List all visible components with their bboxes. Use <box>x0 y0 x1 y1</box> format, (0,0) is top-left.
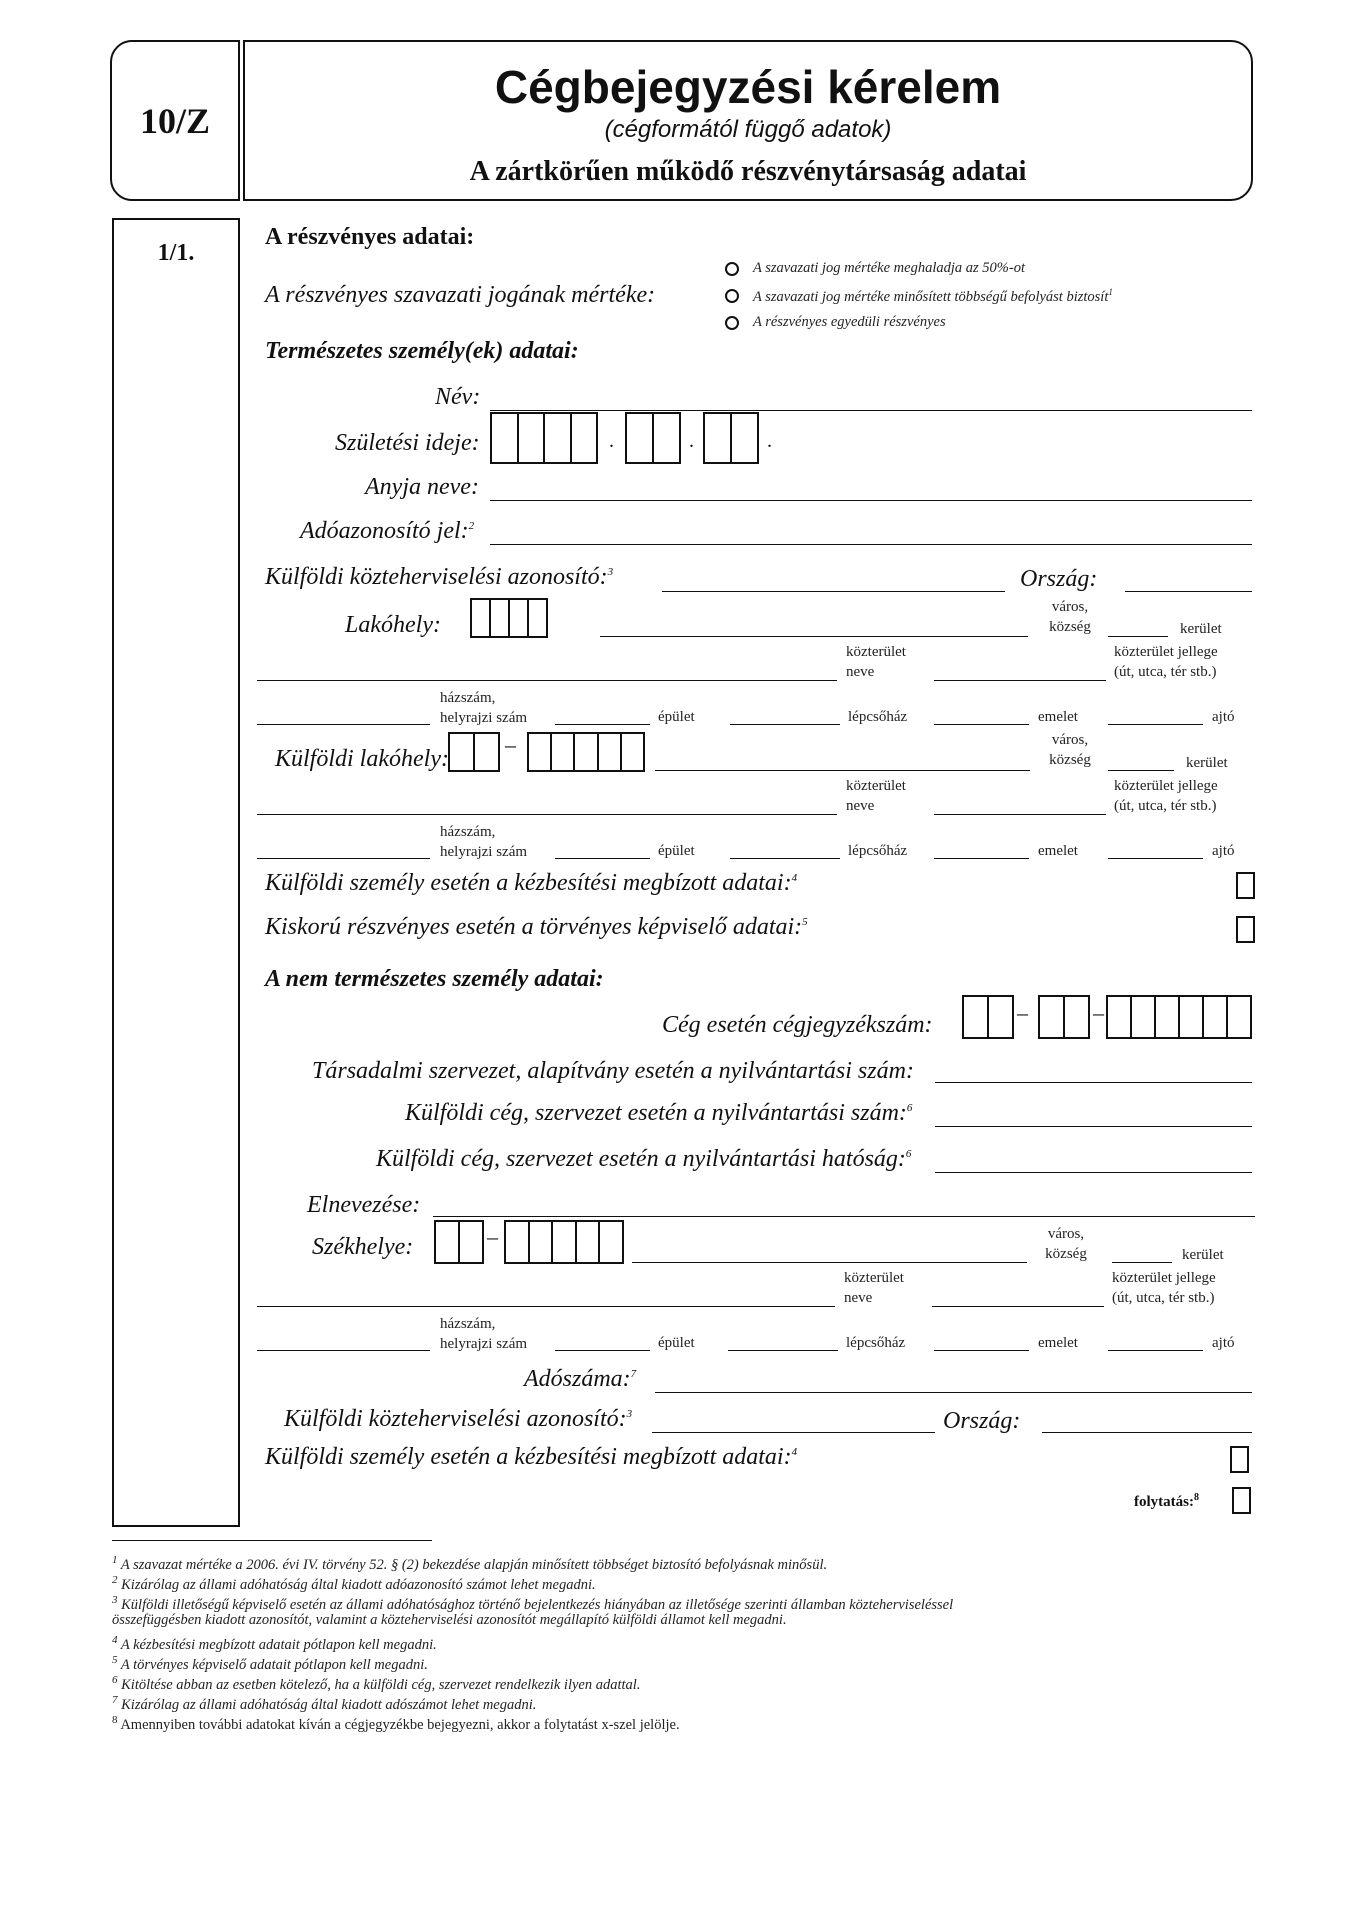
seat-zip-field[interactable] <box>504 1220 624 1264</box>
street-type-label: közterület jellege (út, utca, tér stb.) <box>1114 644 1218 680</box>
seat-building-field[interactable] <box>555 1350 650 1351</box>
country-label: Ország: <box>1020 566 1098 592</box>
city-label: város, község <box>1045 1226 1087 1262</box>
foreign-residence-stairs-field[interactable] <box>730 858 840 859</box>
continue-label: folytatás:$^8$ <box>1134 1492 1199 1510</box>
mother-field[interactable] <box>490 500 1252 501</box>
foreign-residence-floor-field[interactable] <box>934 858 1029 859</box>
residence-stairs-field[interactable] <box>730 724 840 725</box>
voting-option-3: A részvényes egyedüli részvényes <box>753 314 946 330</box>
country2-field[interactable] <box>1042 1432 1252 1433</box>
street-name-label: közterület neve <box>844 1270 904 1306</box>
voting-option-3-radio[interactable] <box>725 316 739 330</box>
tax-number-label: Adószáma:$^7$ <box>524 1366 637 1392</box>
section-number: 1/1. <box>157 240 195 266</box>
form-subtitle: (cégformától függő adatok) <box>604 116 892 143</box>
district-label: kerület <box>1186 755 1228 771</box>
dash: – <box>1017 1000 1028 1025</box>
house-label: házszám, helyrajzi szám <box>440 824 528 860</box>
seat-house-field[interactable] <box>257 1350 430 1351</box>
dash: – <box>505 732 516 757</box>
country2-label: Ország: <box>943 1408 1021 1434</box>
continue-checkbox[interactable] <box>1232 1487 1251 1514</box>
seat-stairs-field[interactable] <box>728 1350 838 1351</box>
company-reg-court-field[interactable] <box>962 995 1014 1039</box>
form-title: Cégbejegyzési kérelem <box>494 61 1002 113</box>
residence-door-field[interactable] <box>1108 724 1203 725</box>
birth-year-field[interactable] <box>490 412 598 464</box>
door-label: ajtó <box>1212 709 1235 725</box>
delivery-label: Külföldi személy esetén a kézbesítési megbízott adatai:$^4$ <box>265 870 798 896</box>
country-field[interactable] <box>1125 591 1252 592</box>
voting-option-1-radio[interactable] <box>725 262 739 276</box>
delivery-checkbox[interactable] <box>1236 872 1255 899</box>
district-label: kerület <box>1182 1247 1224 1263</box>
house-label: házszám, helyrajzi szám <box>440 690 528 726</box>
foreign-id-label: Külföldi közteherviselési azonosító:$^3$ <box>265 564 614 590</box>
footnote-7: $^7$ Kizárólag az állami adóhatóság által kiadott adószámot lehet megadni. <box>112 1694 537 1713</box>
foreign-residence-district-field[interactable] <box>1108 770 1174 771</box>
street-name-label: közterület neve <box>846 778 906 814</box>
building-label: épület <box>658 709 695 725</box>
footnote-5: $^5$ A törvényes képviselő adatait pótlapon kell megadni. <box>112 1654 428 1673</box>
residence-city-field[interactable] <box>600 636 1028 637</box>
foreign-residence-city-field[interactable] <box>655 770 1030 771</box>
company-reg-form-field[interactable] <box>1038 995 1090 1039</box>
residence-building-field[interactable] <box>555 724 650 725</box>
street-name-label: közterület neve <box>846 644 906 680</box>
civil-reg-field[interactable] <box>935 1082 1252 1083</box>
residence-district-field[interactable] <box>1108 636 1168 637</box>
residence-floor-field[interactable] <box>934 724 1029 725</box>
foreign-id2-label: Külföldi közteherviselési azonosító:$^3$ <box>284 1406 633 1432</box>
tax-number-field[interactable] <box>655 1392 1252 1393</box>
footnote-3-cont: összefüggésben kiadott azonosítót, valamint a közteherviselési azonosítót megállapító külföldi államot kell megadni. <box>112 1612 787 1628</box>
foreign-residence-country-field[interactable] <box>448 732 500 772</box>
seat-street-field[interactable] <box>257 1306 835 1307</box>
floor-label: emelet <box>1038 843 1078 859</box>
voting-option-2: A szavazati jog mértéke minősített többségű befolyást biztosít$^1$ <box>753 287 1113 305</box>
birth-day-field[interactable] <box>703 412 759 464</box>
date-dot: . <box>689 430 694 452</box>
foreign-residence-label: Külföldi lakóhely: <box>275 746 449 772</box>
residence-street-field[interactable] <box>257 680 837 681</box>
civil-reg-label: Társadalmi szervezet, alapítvány esetén a nyilvántartási szám: <box>312 1058 914 1084</box>
street-type-label: közterület jellege (út, utca, tér stb.) <box>1114 778 1218 814</box>
dash: – <box>487 1224 498 1249</box>
seat-floor-field[interactable] <box>934 1350 1029 1351</box>
form-subject: A zártkörűen működő részvénytársaság adatai <box>469 156 1027 187</box>
voting-option-1: A szavazati jog mértéke meghaladja az 50%-ot <box>753 260 1025 276</box>
foreign-residence-building-field[interactable] <box>555 858 650 859</box>
door-label: ajtó <box>1212 1335 1235 1351</box>
foreign-residence-zip-field[interactable] <box>527 732 645 772</box>
floor-label: emelet <box>1038 1335 1078 1351</box>
seat-country-field[interactable] <box>434 1220 484 1264</box>
foreign-reg-label: Külföldi cég, szervezet esetén a nyilvántartási szám:$^6$ <box>405 1100 913 1126</box>
foreign-residence-street-type-field[interactable] <box>934 814 1106 815</box>
dash: – <box>1093 1000 1104 1025</box>
residence-house-field[interactable] <box>257 724 430 725</box>
footnote-3: $^3$ Külföldi illetőségű képviselő esetén az állami adóhatósághoz történő bejelentkezés hiányában az illetősége szerinti államban közteherviseléssel <box>112 1594 954 1613</box>
tax-id-label: Adóazonosító jel:$^2$ <box>300 518 475 544</box>
date-dot: . <box>767 430 772 452</box>
voting-label: A részvényes szavazati jogának mértéke: <box>265 282 656 308</box>
footnote-1: $^1$ A szavazat mértéke a 2006. évi IV. törvény 52. § (2) bekezdése alapján minősített többséget biztosító befolyásnak minősül. <box>112 1554 828 1573</box>
residence-zip-field[interactable] <box>470 598 548 638</box>
seat-street-type-field[interactable] <box>932 1306 1104 1307</box>
section-number-box <box>112 218 240 1527</box>
name-label: Név: <box>435 384 481 410</box>
house-label: házszám, helyrajzi szám <box>440 1316 528 1352</box>
birth-label: Születési ideje: <box>335 430 480 456</box>
foreign-residence-house-field[interactable] <box>257 858 430 859</box>
foreign-auth-label: Külföldi cég, szervezet esetén a nyilvántartási hatóság:$^6$ <box>376 1146 912 1172</box>
foreign-id-field[interactable] <box>662 591 1005 592</box>
company-reg-number-field[interactable] <box>1106 995 1252 1039</box>
foreign-reg-field[interactable] <box>935 1126 1252 1127</box>
door-label: ajtó <box>1212 843 1235 859</box>
footnote-6: $^6$ Kitöltése abban az esetben kötelező, ha a külföldi cég, szervezet rendelkezik ilyen adattal. <box>112 1674 641 1693</box>
birth-month-field[interactable] <box>625 412 681 464</box>
mother-label: Anyja neve: <box>365 474 479 500</box>
minor-checkbox[interactable] <box>1236 916 1255 943</box>
building-label: épület <box>658 1335 695 1351</box>
foreign-residence-street-field[interactable] <box>257 814 837 815</box>
entity-name-field[interactable] <box>433 1216 1255 1217</box>
footnote-8: $^8$ Amennyiben további adatokat kíván a cégjegyzékbe bejegyezni, akkor a folytatást x-szel jelölje. <box>112 1714 680 1733</box>
minor-label: Kiskorú részvényes esetén a törvényes képviselő adatai:$^5$ <box>265 914 808 940</box>
delivery2-label: Külföldi személy esetén a kézbesítési megbízott adatai:$^4$ <box>265 1444 798 1470</box>
foreign-auth-field[interactable] <box>935 1172 1252 1173</box>
street-type-label: közterület jellege (út, utca, tér stb.) <box>1112 1270 1216 1306</box>
company-reg-label: Cég esetén cégjegyzékszám: <box>662 1012 933 1038</box>
building-label: épület <box>658 843 695 859</box>
legal-heading: A nem természetes személy adatai: <box>265 966 604 992</box>
tax-id-field[interactable] <box>490 544 1252 545</box>
section-heading: A részvényes adatai: <box>265 224 475 250</box>
floor-label: emelet <box>1038 709 1078 725</box>
natural-heading: Természetes személy(ek) adatai: <box>265 338 579 364</box>
city-label: város, község <box>1049 732 1091 768</box>
seat-city-field[interactable] <box>632 1262 1027 1263</box>
voting-option-2-radio[interactable] <box>725 289 739 303</box>
delivery2-checkbox[interactable] <box>1230 1446 1249 1473</box>
stairs-label: lépcsőház <box>848 843 908 859</box>
date-dot: . <box>609 430 614 452</box>
foreign-residence-door-field[interactable] <box>1108 858 1203 859</box>
district-label: kerület <box>1180 621 1222 637</box>
seat-label: Székhelye: <box>312 1234 414 1260</box>
footnote-4: $^4$ A kézbesítési megbízott adatait pótlapon kell megadni. <box>112 1634 437 1653</box>
residence-street-type-field[interactable] <box>934 680 1106 681</box>
city-label: város, község <box>1049 599 1091 635</box>
footnote-2: $^2$ Kizárólag az állami adóhatóság által kiadott adóazonosító számot lehet megadni. <box>112 1574 596 1593</box>
residence-label: Lakóhely: <box>345 612 441 638</box>
form-code: 10/Z <box>139 101 210 141</box>
name-field[interactable] <box>490 410 1252 411</box>
stairs-label: lépcsőház <box>848 709 908 725</box>
foreign-id2-field[interactable] <box>652 1432 935 1433</box>
entity-name-label: Elnevezése: <box>307 1192 421 1218</box>
seat-door-field[interactable] <box>1108 1350 1203 1351</box>
footnote-separator <box>112 1540 432 1541</box>
stairs-label: lépcsőház <box>846 1335 906 1351</box>
seat-district-field[interactable] <box>1112 1262 1172 1263</box>
